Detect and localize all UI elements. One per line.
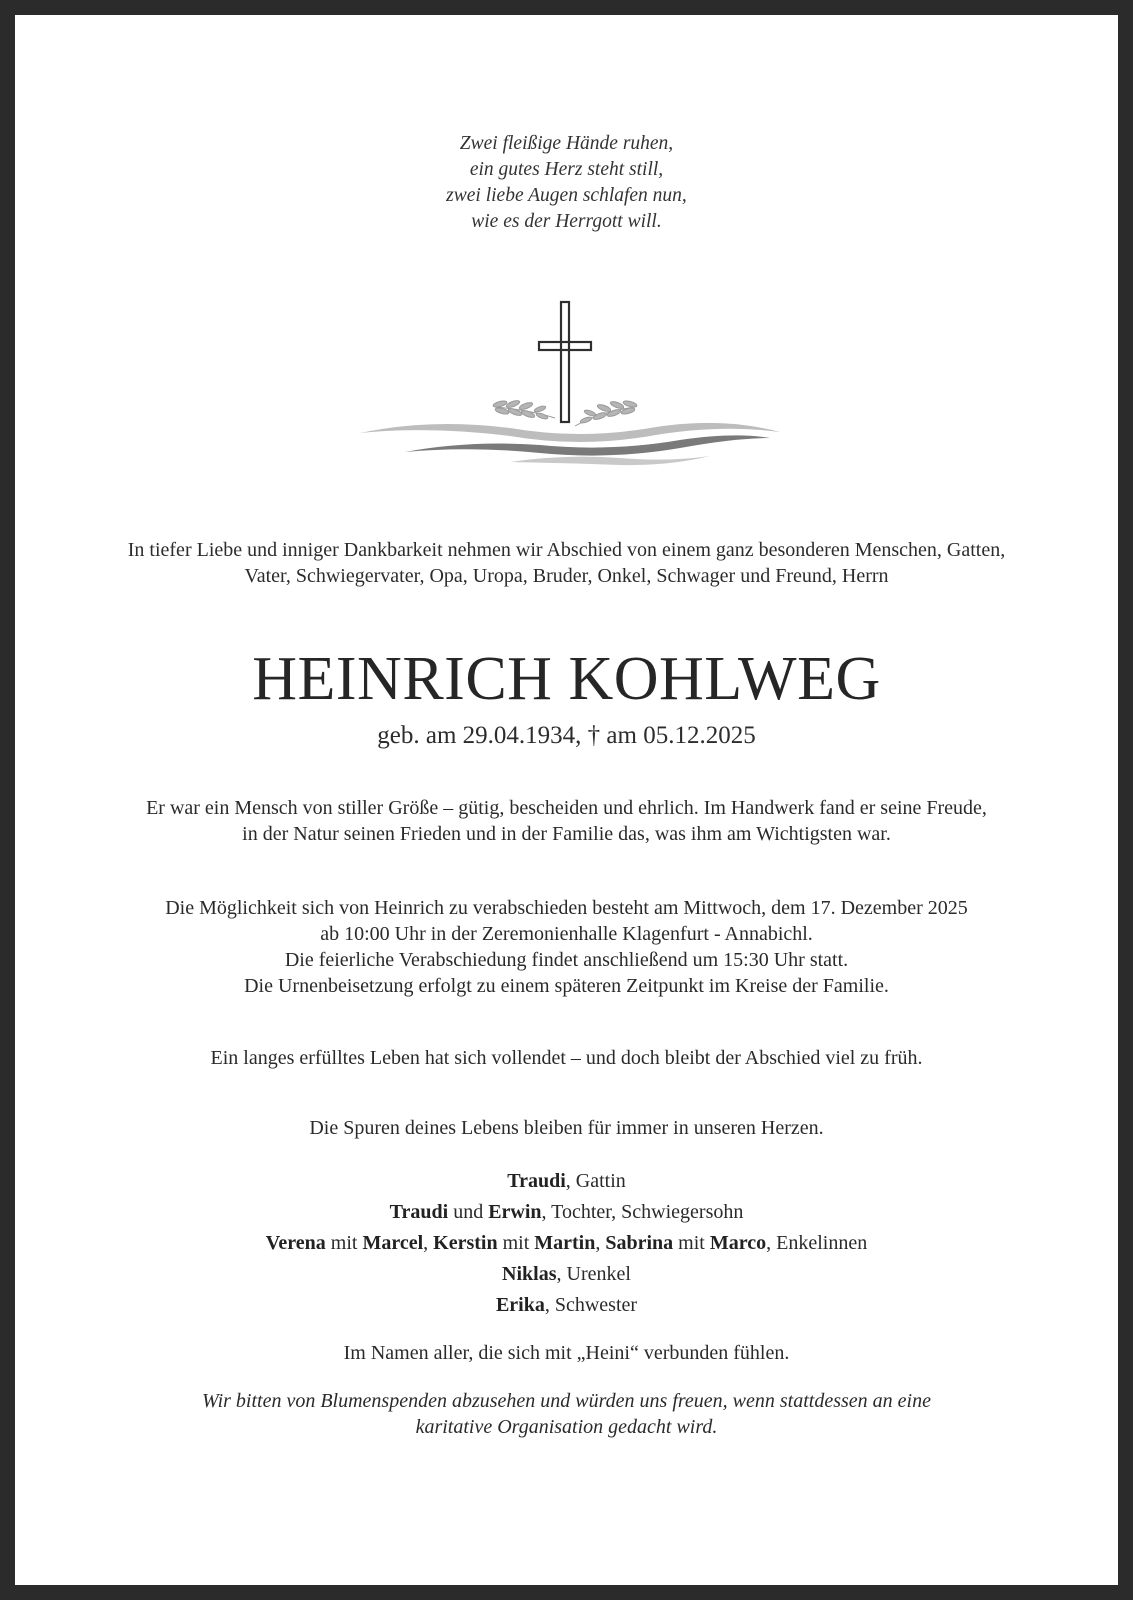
separator: , xyxy=(595,1232,606,1254)
poem-line: zwei liebe Augen schlafen nun, xyxy=(446,185,687,206)
service-line: Die Urnenbeisetzung erfolgt zu einem späteren Zeitpunkt im Kreise der Familie. xyxy=(244,975,889,997)
deceased-name: HEINRICH KOHLWEG xyxy=(252,645,881,713)
service-details xyxy=(15,895,1118,999)
mourner-relation: , Schwester xyxy=(544,1294,638,1316)
wheat-left-icon xyxy=(493,399,555,420)
mourner-row xyxy=(15,1259,1118,1290)
mourner-relation: , Tochter, Schwiegersohn xyxy=(541,1201,744,1223)
mourner-name: Martin xyxy=(534,1232,596,1254)
mourner-row xyxy=(15,1197,1118,1228)
mourner-name: Erika xyxy=(495,1294,545,1316)
request-line: Wir bitten von Blumenspenden abzusehen und würden uns freuen, wenn stattdessen an eine xyxy=(202,1390,931,1412)
wheat-right-icon xyxy=(575,400,637,426)
connector: mit xyxy=(325,1232,363,1254)
donation-request xyxy=(15,1388,1118,1440)
request-line: karitative Organisation gedacht wird. xyxy=(415,1416,718,1438)
mourner-name: Erwin xyxy=(488,1201,542,1223)
poem-line: ein gutes Herz steht still, xyxy=(469,159,664,180)
connector: und xyxy=(448,1201,489,1223)
mourner-name: Verena xyxy=(265,1232,326,1254)
wave-lines-icon xyxy=(360,423,780,465)
mourner-name: Traudi xyxy=(507,1170,566,1192)
cross-icon xyxy=(539,302,591,422)
mourner-row xyxy=(15,1290,1118,1321)
memorial-poem xyxy=(15,131,1118,235)
connector: mit xyxy=(673,1232,710,1254)
intro-line: Vater, Schwiegervater, Opa, Uropa, Bruder, Onkel, Schwager und Freund, Herrn xyxy=(244,565,889,587)
mourner-row xyxy=(15,1166,1118,1197)
mourners-list xyxy=(15,1166,1118,1321)
cross-with-wheat-icon xyxy=(350,300,790,475)
service-line: Die feierliche Verabschiedung findet anschließend um 15:30 Uhr statt. xyxy=(284,949,849,971)
intro-text xyxy=(15,537,1118,589)
poem-line: wie es der Herrgott will. xyxy=(471,211,662,232)
mourner-relation: , Urenkel xyxy=(556,1263,631,1285)
remembrance-sentence: Die Spuren deines Lebens bleiben für immer in unseren Herzen. xyxy=(309,1117,824,1139)
tribute-text xyxy=(15,795,1118,847)
mourner-name: Sabrina xyxy=(605,1232,674,1254)
intro-line: In tiefer Liebe und inniger Dankbarkeit nehmen wir Abschied von einem ganz besonderen Menschen, Gatten, xyxy=(127,539,1006,561)
mourner-name: Kerstin xyxy=(433,1232,498,1254)
service-line: Die Möglichkeit sich von Heinrich zu verabschieden besteht am Mittwoch, dem 17. Dezember 2025 xyxy=(165,897,968,919)
closing-sentence: Im Namen aller, die sich mit „Heini“ verbunden fühlen. xyxy=(343,1342,790,1364)
mourner-row xyxy=(15,1228,1118,1259)
mourner-name: Niklas xyxy=(502,1263,557,1285)
tribute-line: in der Natur seinen Frieden und in der Familie das, was ihm am Wichtigsten war. xyxy=(242,823,891,845)
mourner-name: Marcel xyxy=(362,1232,424,1254)
mourner-relation: , Gattin xyxy=(565,1170,626,1192)
separator: , xyxy=(423,1232,434,1254)
mourner-name: Traudi xyxy=(389,1201,449,1223)
connector: mit xyxy=(497,1232,535,1254)
service-line: ab 10:00 Uhr in der Zeremonienhalle Klagenfurt - Annabichl. xyxy=(320,923,813,945)
life-dates: geb. am 29.04.1934, † am 05.12.2025 xyxy=(377,722,756,749)
mourner-relation: , Enkelinnen xyxy=(766,1232,868,1254)
poem-line: Zwei fleißige Hände ruhen, xyxy=(459,133,674,154)
farewell-sentence: Ein langes erfülltes Leben hat sich vollendet – und doch bleibt der Abschied viel zu früh. xyxy=(210,1047,923,1069)
mourner-name: Marco xyxy=(709,1232,767,1254)
tribute-line: Er war ein Mensch von stiller Größe – gütig, bescheiden und ehrlich. Im Handwerk fand er seine Freude, xyxy=(146,797,987,819)
